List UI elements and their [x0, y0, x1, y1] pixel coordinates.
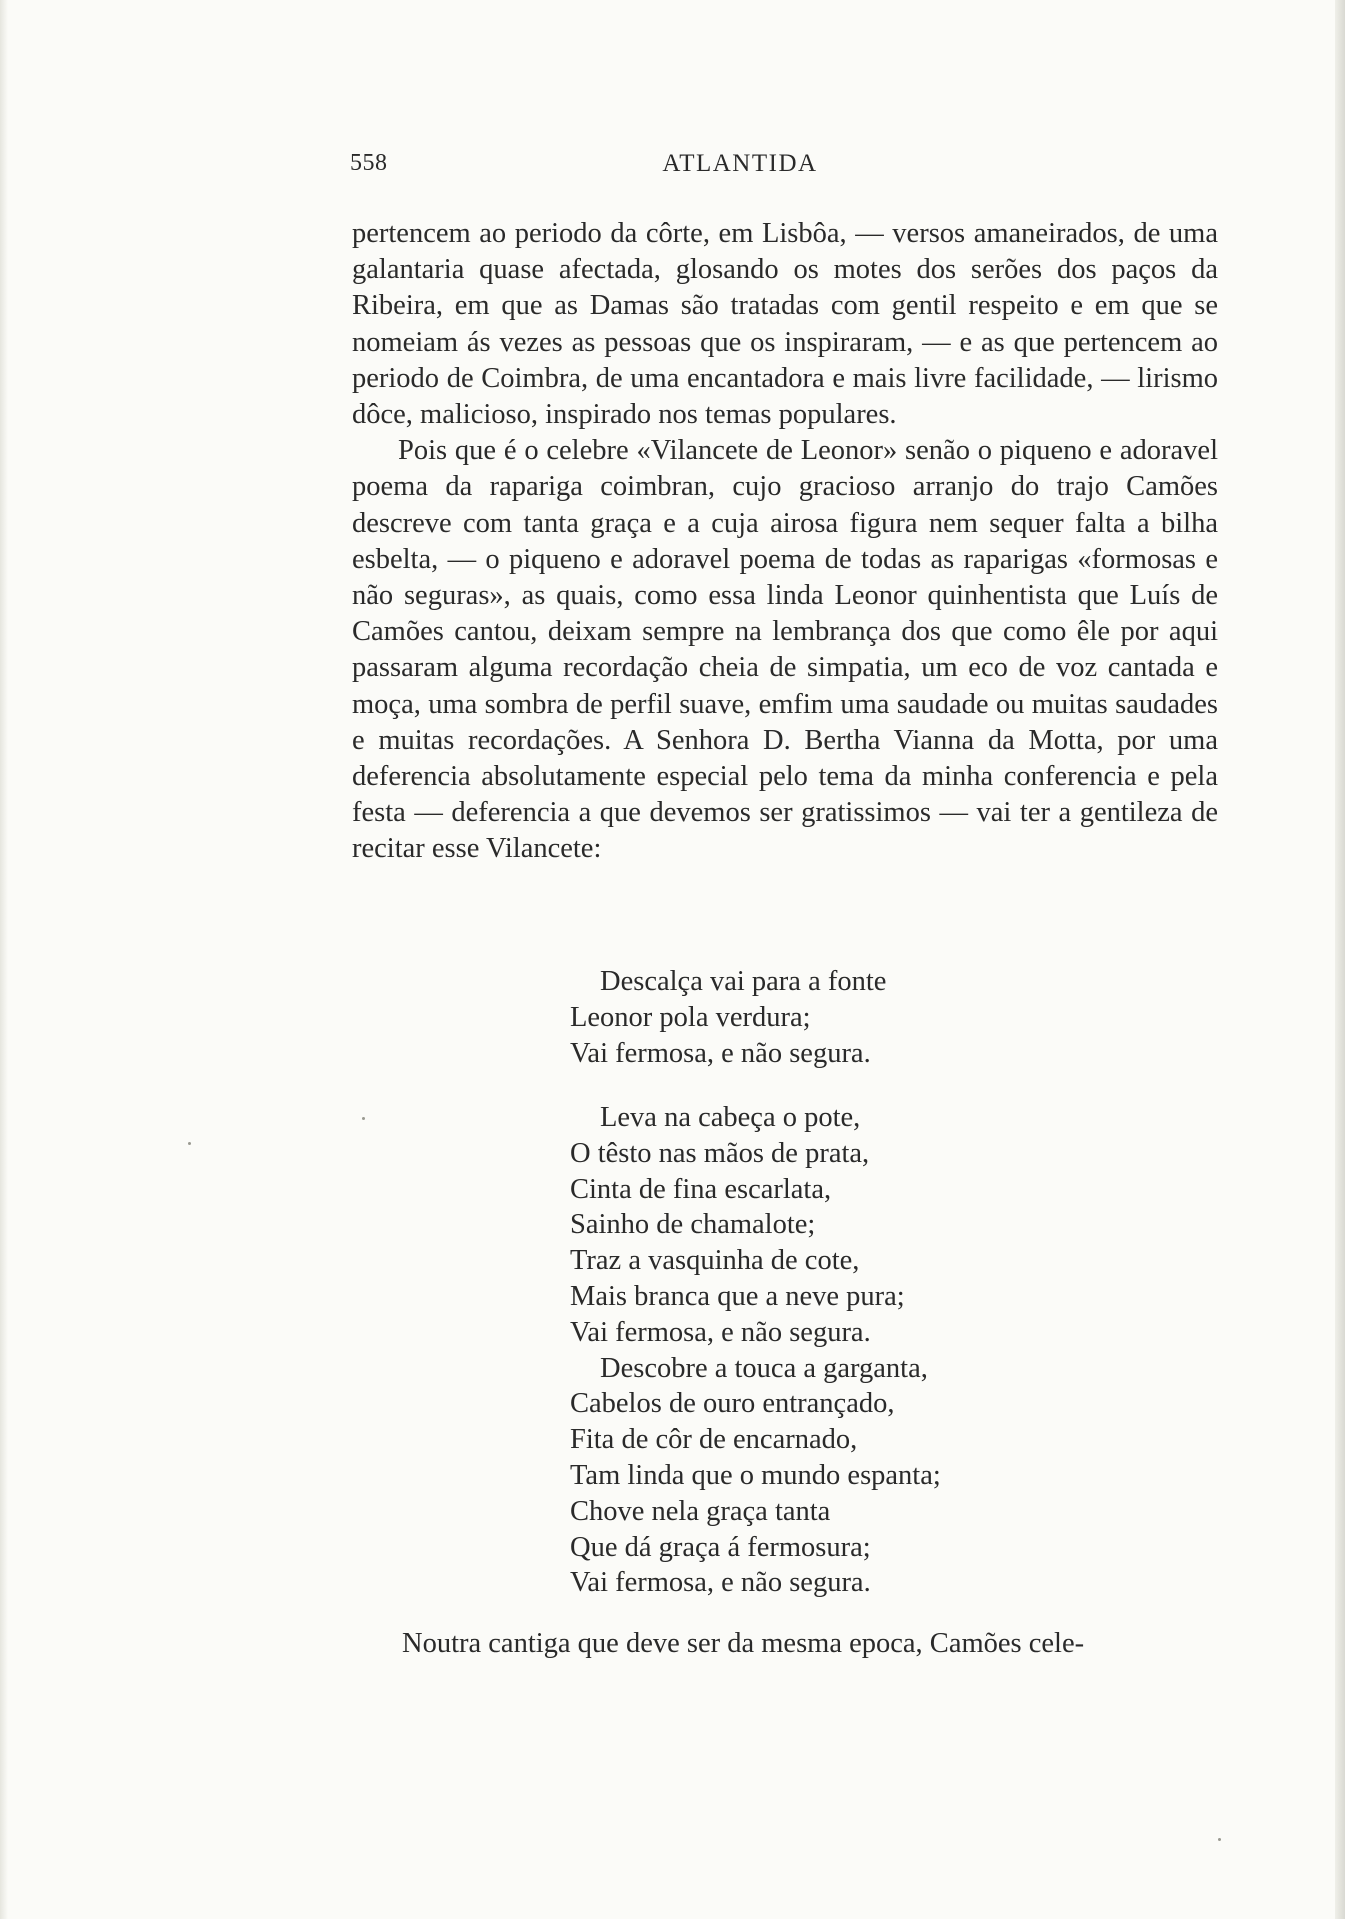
body-text	[352, 216, 1218, 868]
poem-line: Cabelos de ouro entrançado,	[570, 1388, 895, 1420]
poem-line: Cinta de fina escarlata,	[570, 1173, 832, 1205]
poem-line: Mais branca que a neve pura;	[570, 1280, 905, 1312]
poem-line: Chove nela graça tanta	[570, 1495, 831, 1527]
paper-speck	[362, 1117, 365, 1120]
poem-line: Leva na cabeça o pote,	[600, 1102, 861, 1133]
poem-line: Vai fermosa, e não segura.	[570, 1037, 871, 1069]
poem-line: Tam linda que o mundo espanta;	[570, 1459, 941, 1491]
poem-line: Vai fermosa, e não segura.	[570, 1567, 871, 1599]
poem-line: Que dá graça á fermosura;	[570, 1531, 871, 1563]
page-header	[350, 150, 1230, 190]
poem-line: Vai fermosa, e não segura.	[570, 1316, 871, 1348]
page-right-edge	[1335, 0, 1345, 1919]
poem-line: Sainho de chamalote;	[570, 1209, 816, 1241]
poem-stanza-1	[570, 964, 1170, 1071]
poem-line: O têsto nas mãos de prata,	[570, 1137, 870, 1169]
poem-line: Fita de côr de encarnado,	[570, 1424, 858, 1456]
poem-line: Traz a vasquinha de cote,	[570, 1245, 860, 1277]
page-left-shadow	[0, 0, 8, 1919]
poem-line: Descalça vai para a fonte	[600, 966, 887, 997]
poem-stanza-2	[570, 1100, 1170, 1601]
paper-speck	[188, 1142, 191, 1145]
paragraph-1: pertencem ao periodo da côrte, em Lisbôa, — versos amaneirados, de uma galantaria quase afectada, glosando os motes dos serões dos paços da Ribeira, em que as Damas são tratadas com gentil respeito e em que se nomeiam ás vezes as pessoas que os inspiraram, — e as que pertencem ao periodo de Coimbra, de uma encantadora e mais livre facilidade, — lirismo dôce, malicioso, inspirado nos temas populares.	[352, 218, 1218, 431]
running-title: ATLANTIDA	[662, 150, 818, 177]
paragraph-2: Pois que é o celebre «Vilancete de Leonor» senão o piqueno e adoravel poema da rapariga coimbran, cujo gracioso arranjo do trajo Camões descreve com tanta graça e a cuja airosa figura nem sequer falta a bilha esbelta, — o piqueno e adoravel poema de todas as raparigas «formosas e não seguras», as quais, como essa linda Leonor quinhentista que Luís de Camões cantou, deixam sempre na lembrança dos que como êle por aqui passaram alguma recordação cheia de simpatia, um eco de voz cantada e moça, uma sombra de perfil suave, emfim uma saudade ou muitas saudades e muitas recordações. A Senhora D. Bertha Vianna da Motta, por uma deferencia absolutamente especial pelo tema da minha conferencia e pela festa — deferencia a que devemos ser gratissimos — vai ter a gentileza de recitar esse Vilancete:	[352, 435, 1218, 865]
paper-speck	[1218, 1838, 1221, 1841]
poem-line: Descobre a touca a garganta,	[600, 1352, 928, 1384]
closing-line: Noutra cantiga que deve ser da mesma epoca, Camões cele-	[402, 1628, 1085, 1659]
page-number: 558	[350, 150, 388, 176]
poem-line: Leonor pola verdura;	[570, 1001, 811, 1033]
